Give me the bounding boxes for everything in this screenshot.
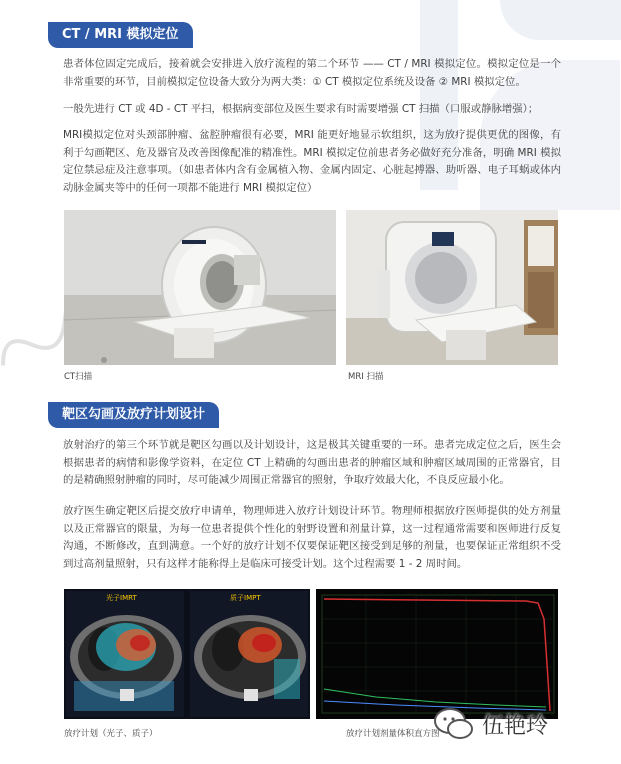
chat-bubble-icon	[432, 705, 476, 743]
caption-dvh: 放疗计划剂量体积直方图	[346, 729, 440, 739]
plan-label-proton: 质子IMPT	[230, 594, 261, 602]
paragraph: 一般先进行 CT 或 4D - CT 平扫，根据病变部位及医生要求有时需要增强 CT 扫描（口服或静脉增强）；	[63, 103, 539, 115]
ct-scanner-photo	[64, 210, 336, 365]
section-title-ct-mri: CT / MRI 模拟定位	[48, 22, 193, 48]
paragraph: 放射治疗的第三个环节就是靶区勾画以及计划设计，这是极其关键重要的一环。患者完成定位之后，医生会根据患者的病情和影像学资料，在定位 CT 上精确的勾画出患者的肿瘤区域和肿瘤区域周围的正常器官，目的是精确照射肿瘤的同时，尽可能减少周围正常器官的照射，争取疗效最大化，不良反应最小化。	[63, 439, 561, 486]
treatment-plan-images	[64, 589, 310, 719]
plan-label-photon: 光子IMRT	[106, 594, 137, 602]
paragraph: 患者体位固定完成后，接着就会安排进入放疗流程的第二个环节 —— CT / MRI 模拟定位。模拟定位是一个非常重要的环节，目前模拟定位设备大致分为两大类：① CT 模拟定位系统及设备 ② MRI 模拟定位。	[63, 58, 561, 88]
section-title-planning: 靶区勾画及放疗计划设计	[48, 402, 219, 428]
dose-volume-histogram-image	[316, 589, 558, 719]
caption-plan: 放疗计划（光子、质子）	[64, 729, 158, 739]
paragraph: MRI模拟定位对头颈部肿瘤、盆腔肿瘤很有必要，MRI 能更好地显示软组织，这为放疗提供更优的图像，有利于勾画靶区、危及器官及改善图像配准的精准性。MRI 模拟定位前患者务必做好充分准备，明确 MRI 模拟定位禁忌症及注意事项。（如患者体内含有金属植入物、金属内固定、心脏起搏器、助听器、电子耳蜗或体内动脉金属夹等中的任何一项都不能进行 MRI 模拟定位）	[63, 129, 561, 194]
watermark-author: 伍艳玲	[482, 714, 549, 739]
caption-mri: MRI 扫描	[348, 372, 384, 382]
watermark-logo	[432, 705, 592, 745]
caption-ct: CT扫描	[64, 372, 93, 382]
paragraph: 放疗医生确定靶区后提交放疗申请单，物理师进入放疗计划设计环节。物理师根据放疗医师提供的处方剂量以及正常器官的限量，为每一位患者提供个性化的射野设置和剂量计算，这一过程通常需要和医师进行反复沟通，不断修改，直到满意。一个好的放疗计划不仅要保证靶区接受到足够的剂量，也要保证正常组织不受到过高剂量照射，只有这样才能称得上是临床可接受计划。这个过程需要 1 - 2 周时间。	[63, 505, 561, 570]
background-shape	[500, 0, 621, 40]
mri-scanner-photo	[346, 210, 558, 365]
